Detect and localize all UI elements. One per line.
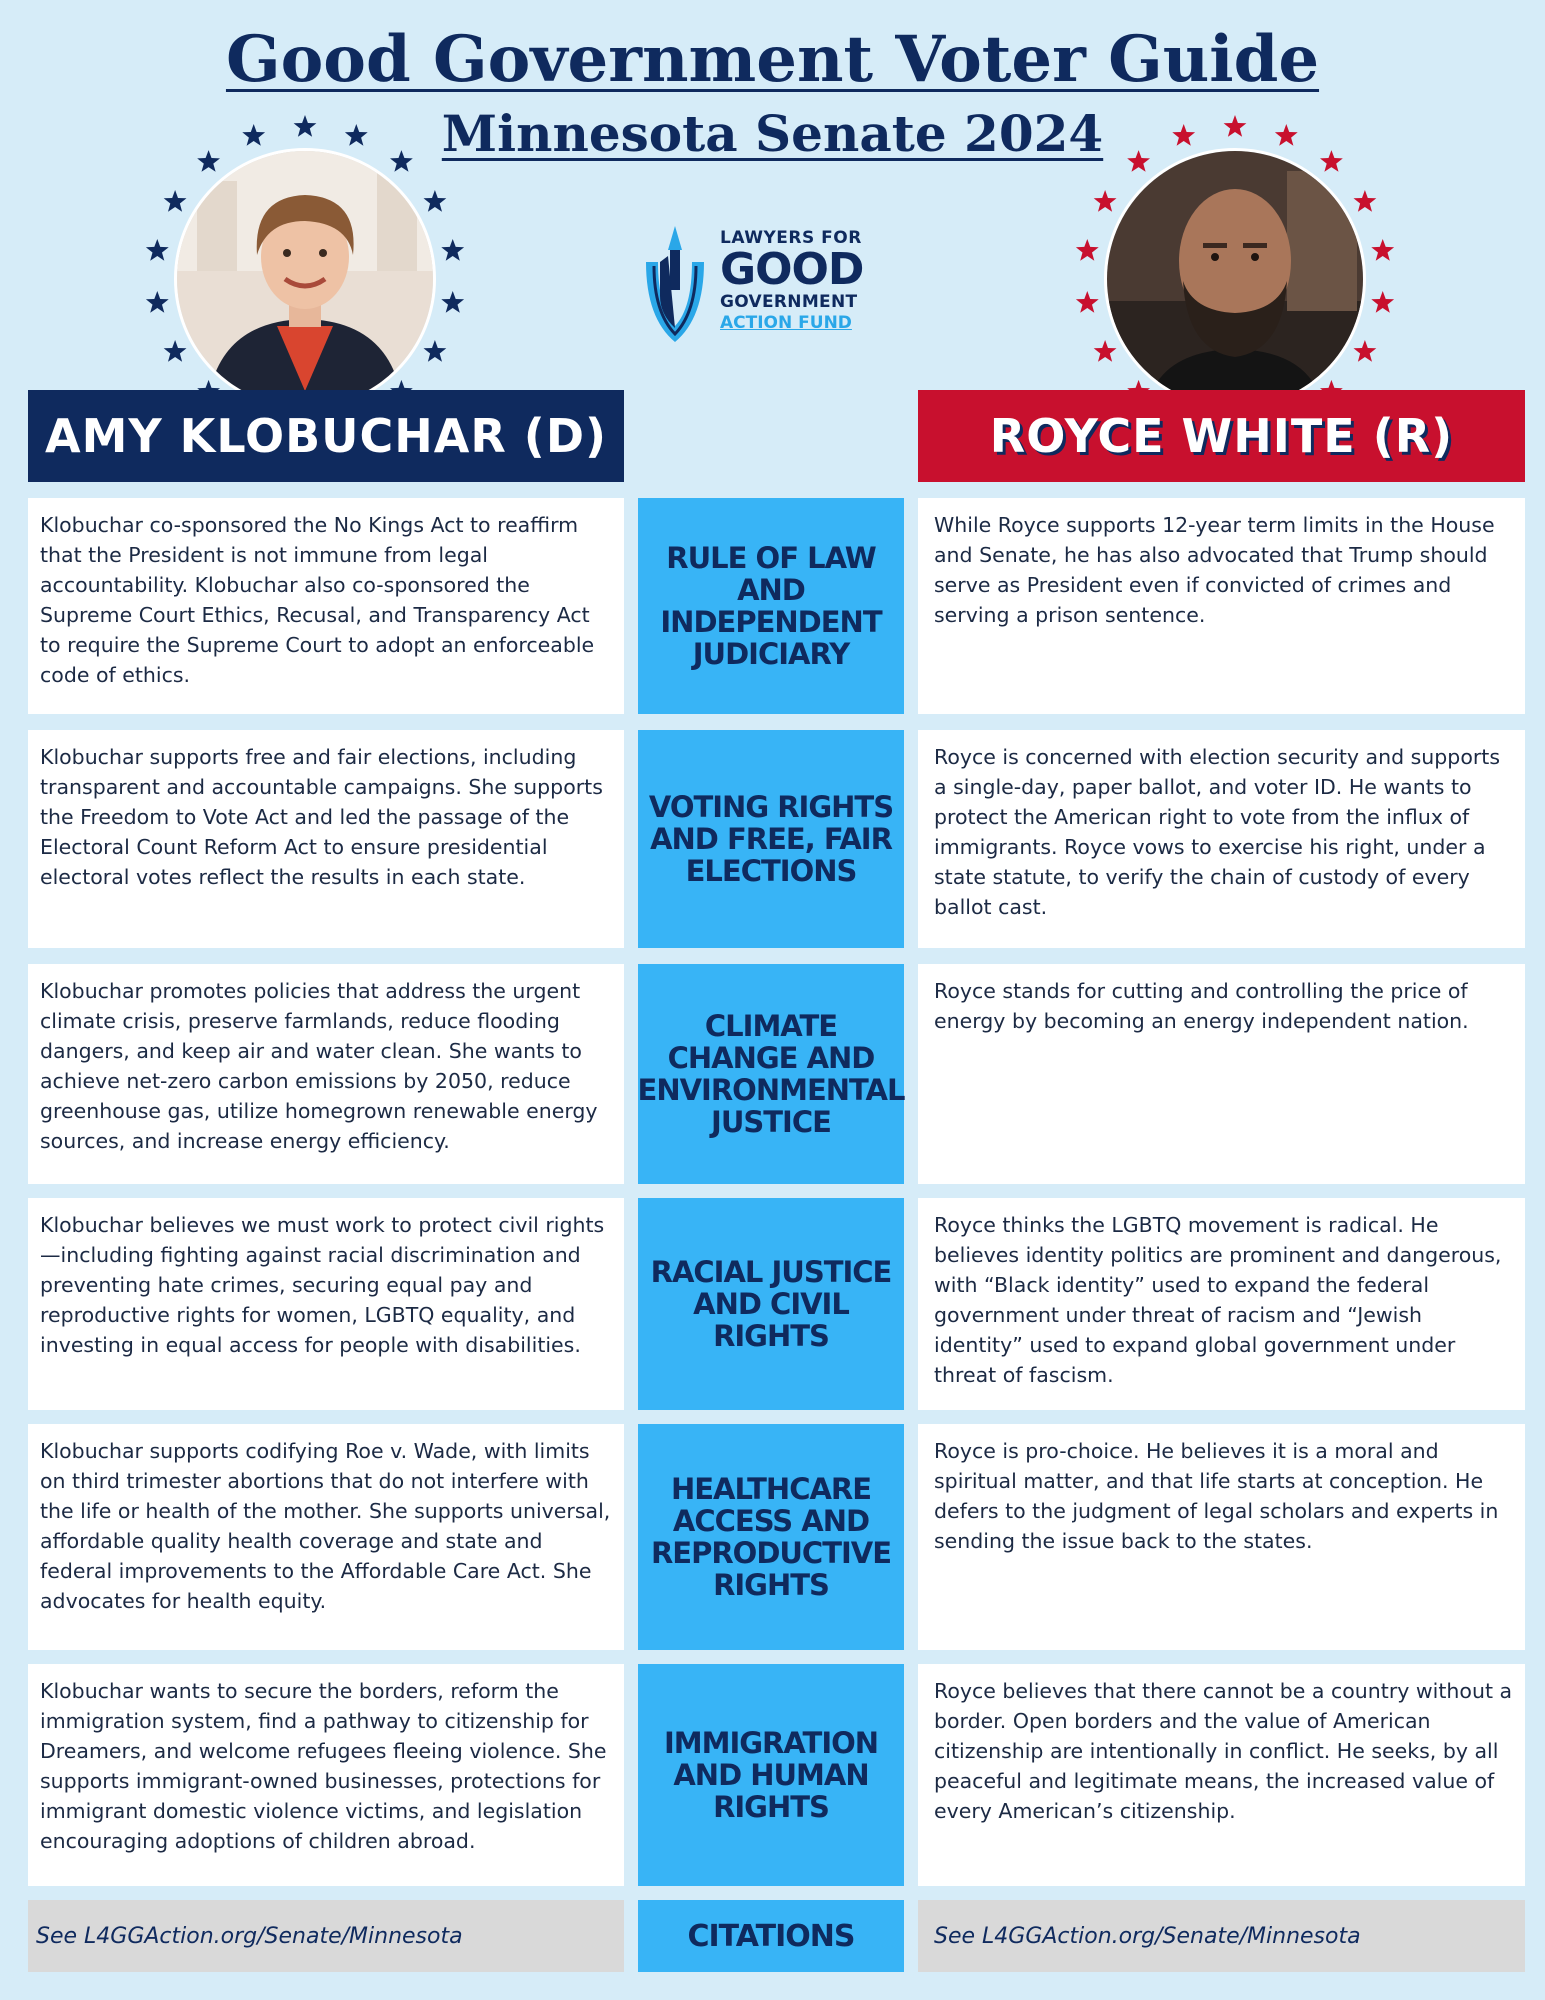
star-icon — [345, 124, 368, 146]
row-2-right-text: Royce is concerned with election security and supports a single-day, paper ballot, and voter ID. He wants to protect the American right to vote from the influx of immigrants. Royce vows to exercise his right, under a state statute, to verify the chain of custody of every ballot cast. — [918, 730, 1525, 948]
star-icon — [1076, 291, 1099, 313]
row-3-left-text: Klobuchar promotes policies that address the urgent climate crisis, preserve farmlands, reduce flooding dangers, and keep air and water clean. She wants to achieve net-zero carbon emissions by 2050, reduce greenhouse gas, utilize homegrown renewable energy sources, and increase energy efficiency. — [28, 964, 624, 1184]
row-6-left-text: Klobuchar wants to secure the borders, reform the immigration system, find a pathway to citizenship for Dreamers, and welcome refugees fleeing violence. She supports immigrant-owned businesses, protections for immigrant domestic violence victims, and legislation encouraging adoptions of children abroad. — [28, 1664, 624, 1886]
star-icon — [1354, 190, 1377, 212]
star-icon — [1320, 150, 1343, 172]
row-5-topic: HEALTHCARE ACCESS AND REPRODUCTIVE RIGHTS — [638, 1424, 904, 1650]
star-icon — [1094, 340, 1117, 362]
page-subtitle: Minnesota Senate 2024 — [441, 104, 1104, 163]
citation-link-left[interactable]: See L4GGAction.org/Senate/Minnesota — [28, 1900, 624, 1972]
row-5-right-text: Royce is pro-choice. He believes it is a moral and spiritual matter, and that life starts at conception. He defers to the judgment of legal scholars and experts in sending the issue back to the states. — [918, 1424, 1525, 1650]
star-icon — [1094, 190, 1117, 212]
row-1-topic: RULE OF LAW AND INDEPENDENT JUDICIARY — [638, 498, 904, 714]
shield-torch-icon — [640, 222, 710, 346]
star-icon — [242, 124, 265, 146]
star-icon — [441, 291, 464, 313]
candidate-photo-left — [174, 148, 436, 410]
row-4-topic: RACIAL JUSTICE AND CIVIL RIGHTS — [638, 1198, 904, 1410]
star-icon — [146, 239, 169, 261]
row-1-right-text: While Royce supports 12-year term limits in the House and Senate, he has also advocated that Trump should serve as President even if convicted of crimes and serving a prison sentence. — [918, 498, 1525, 714]
citations-label: CITATIONS — [638, 1900, 904, 1972]
row-3-right-text: Royce stands for cutting and controlling the price of energy by becoming an energy independent nation. — [918, 964, 1525, 1184]
star-icon — [1275, 124, 1298, 146]
star-icon — [1224, 115, 1247, 137]
row-3-topic: CLIMATE CHANGE AND ENVIRONMENTAL JUSTICE — [638, 964, 904, 1184]
logo-line-4: ACTION FUND — [720, 313, 852, 333]
logo-line-1: LAWYERS FOR — [720, 228, 862, 248]
star-icon — [146, 291, 169, 313]
row-2-topic: VOTING RIGHTS AND FREE, FAIR ELECTIONS — [638, 730, 904, 948]
star-icon — [164, 190, 187, 212]
star-icon — [1127, 150, 1150, 172]
page-title: Good Government Voter Guide — [225, 22, 1320, 97]
candidate-name-left: AMY KLOBUCHAR (D) — [28, 390, 624, 482]
star-icon — [1354, 340, 1377, 362]
citation-link-right[interactable]: See L4GGAction.org/Senate/Minnesota — [918, 1900, 1525, 1972]
organization-logo — [640, 222, 900, 346]
row-2-left-text: Klobuchar supports free and fair elections, including transparent and accountable campaigns. She supports the Freedom to Vote Act and led the passage of the Electoral Count Reform Act to ensure presidential electoral votes reflect the results in each state. — [28, 730, 624, 948]
star-icon — [1172, 124, 1195, 146]
logo-line-2: GOOD — [720, 244, 864, 295]
row-6-topic: IMMIGRATION AND HUMAN RIGHTS — [638, 1664, 904, 1886]
row-4-left-text: Klobuchar believes we must work to protect civil rights—including fighting against racial discrimination and preventing hate crimes, securing equal pay and reproductive rights for women, LGBTQ equality, and investing in equal access for people with disabilities. — [28, 1198, 624, 1410]
star-icon — [1076, 239, 1099, 261]
row-6-right-text: Royce believes that there cannot be a country without a border. Open borders and the value of American citizenship are intentionally in conflict. He seeks, by all peaceful and legitimate means, the increased value of every American’s citizenship. — [918, 1664, 1525, 1886]
star-icon — [424, 190, 447, 212]
star-icon — [390, 150, 413, 172]
star-icon — [424, 340, 447, 362]
star-icon — [197, 150, 220, 172]
row-4-right-text: Royce thinks the LGBTQ movement is radical. He believes identity politics are prominent and dangerous, with “Black identity” used to expand the federal government under threat of racism and “Jewish identity” used to expand global government under threat of fascism. — [918, 1198, 1525, 1410]
star-icon — [164, 340, 187, 362]
star-icon — [294, 115, 317, 137]
row-1-left-text: Klobuchar co-sponsored the No Kings Act to reaffirm that the President is not immune from legal accountability. Klobuchar also co-sponsored the Supreme Court Ethics, Recusal, and Transparency Act to require the Supreme Court to adopt an enforceable code of ethics. — [28, 498, 624, 714]
star-icon — [1371, 291, 1394, 313]
candidate-photo-right — [1104, 148, 1366, 410]
candidate-name-right: ROYCE WHITE (R) — [918, 390, 1525, 482]
row-5-left-text: Klobuchar supports codifying Roe v. Wade, with limits on third trimester abortions that do not interfere with the life or health of the mother. She supports universal, affordable quality health coverage and state and federal improvements to the Affordable Care Act. She advocates for health equity. — [28, 1424, 624, 1650]
star-icon — [441, 239, 464, 261]
logo-line-3: GOVERNMENT — [720, 292, 858, 312]
star-icon — [1371, 239, 1394, 261]
